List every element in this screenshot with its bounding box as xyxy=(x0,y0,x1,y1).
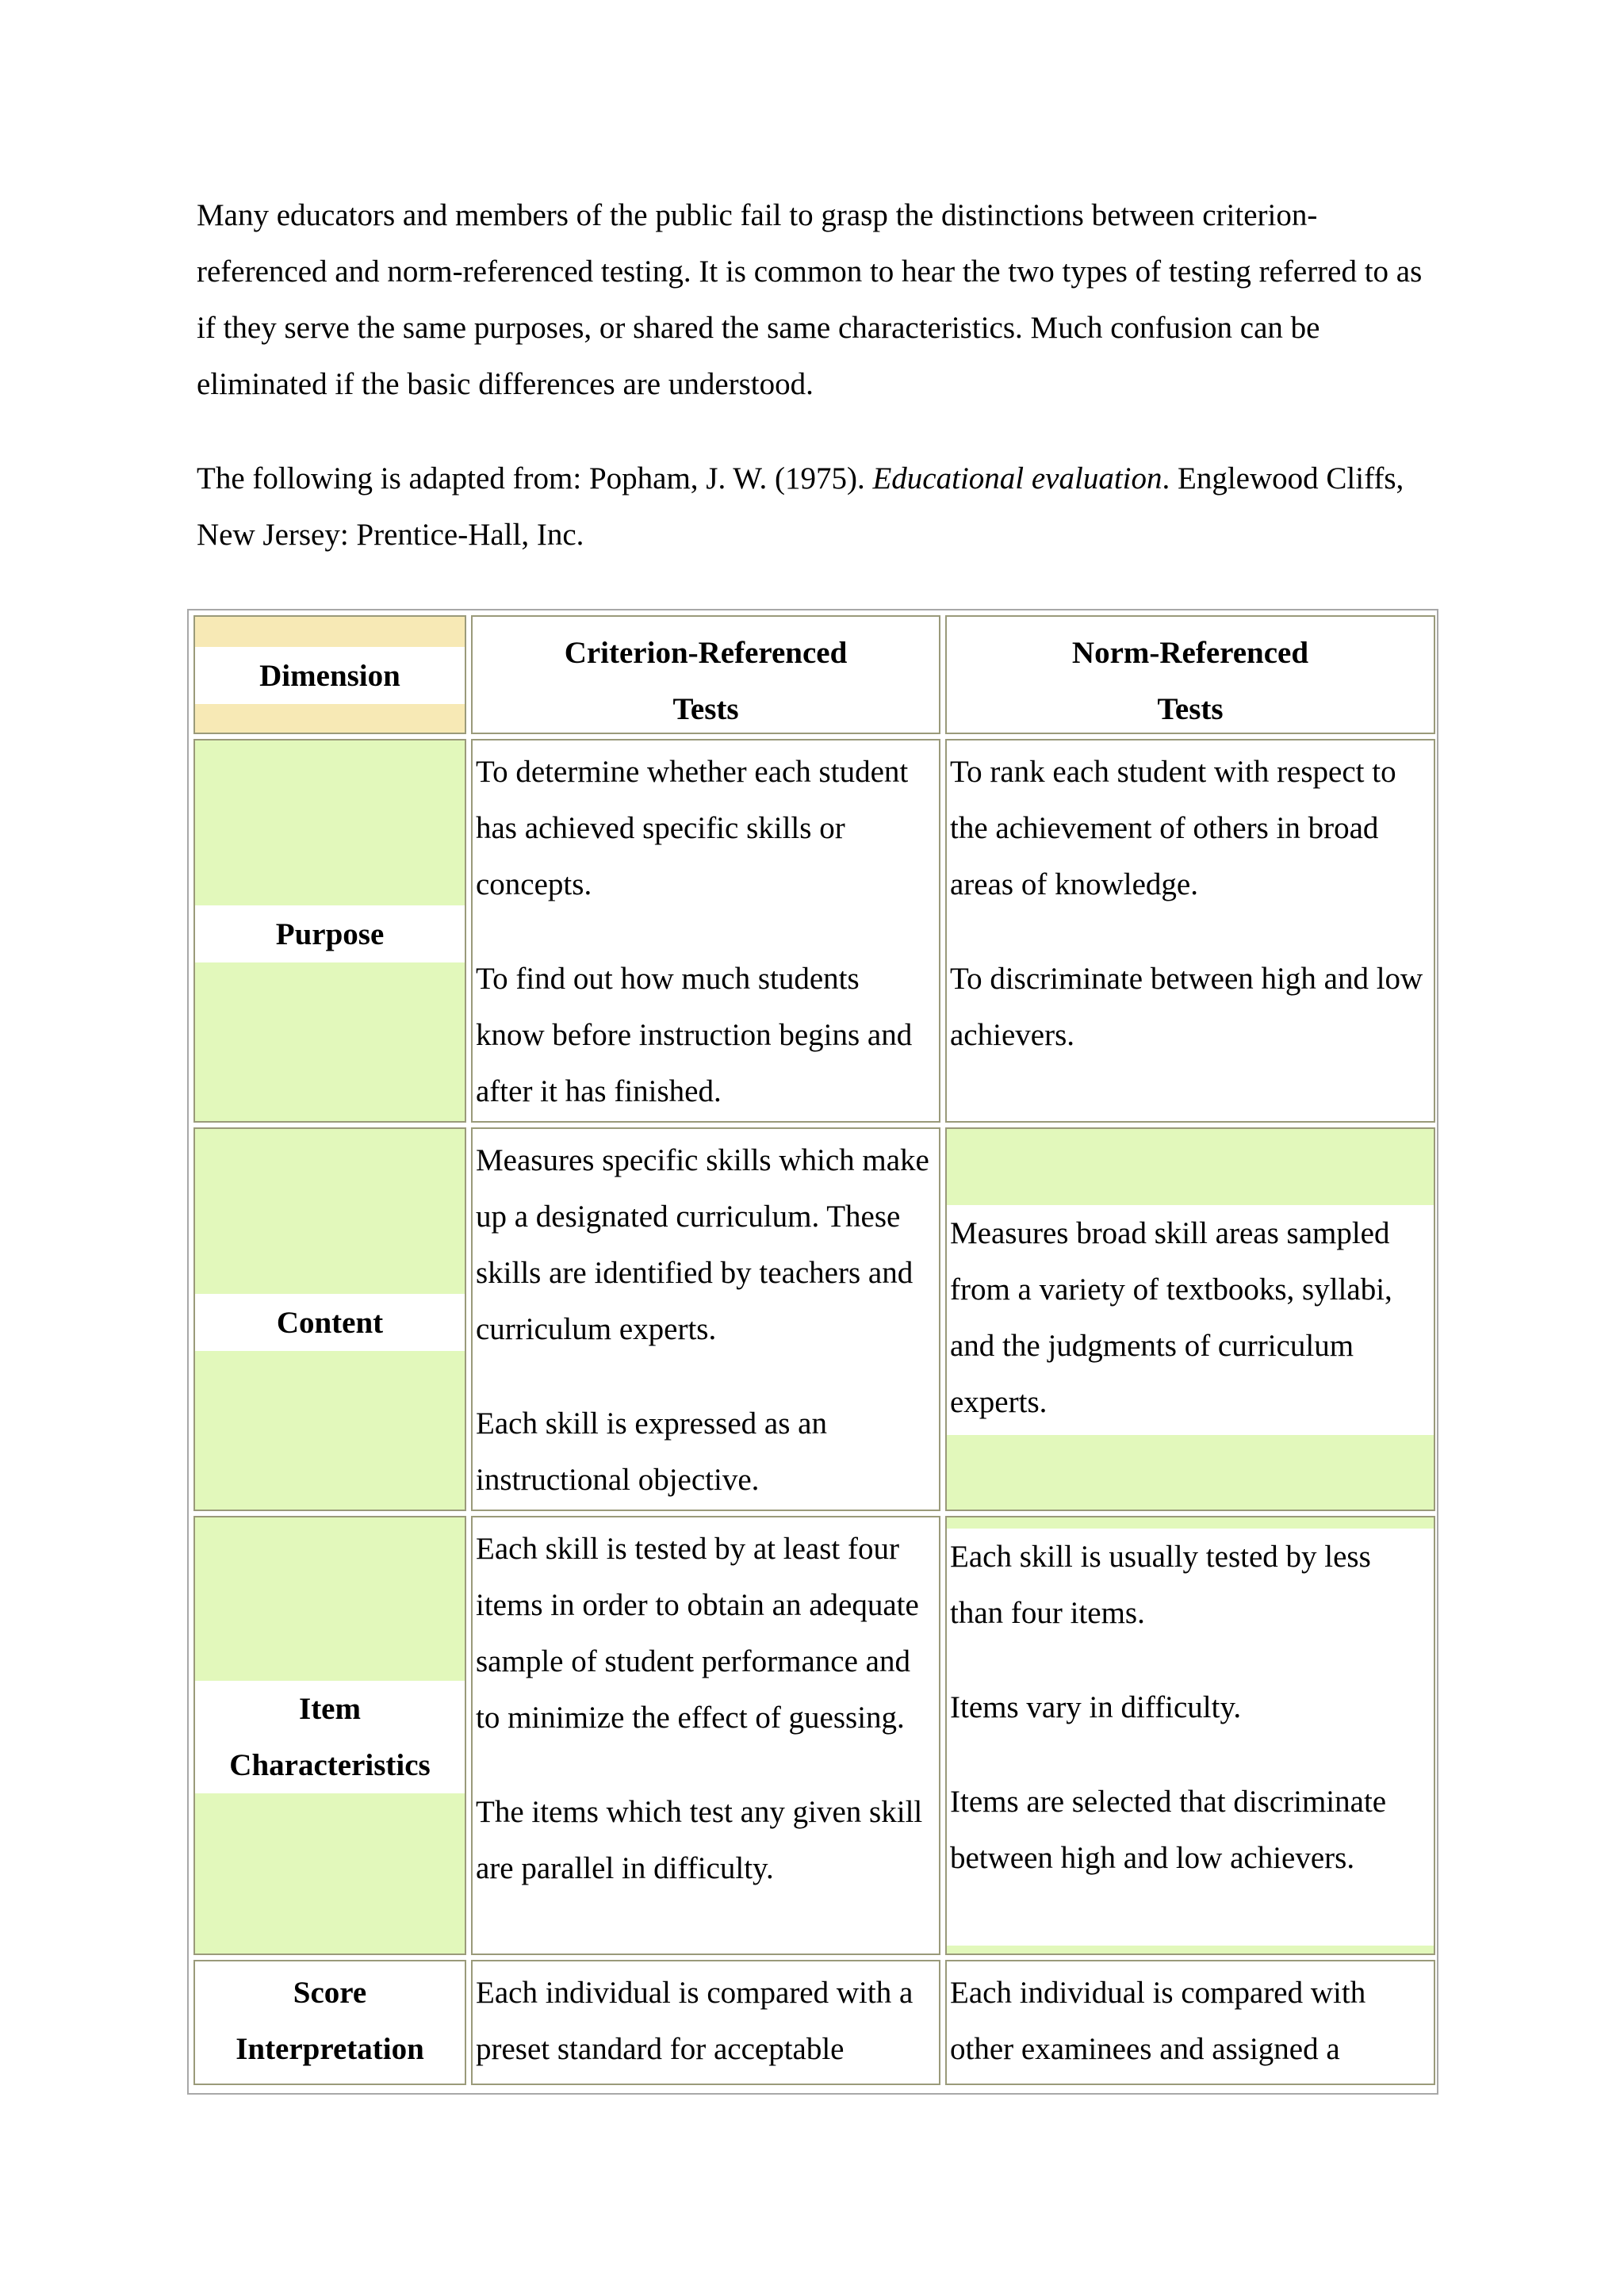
item-characteristics-label-line2: Characteristics xyxy=(229,1748,431,1782)
content-criterion-cell xyxy=(471,1127,940,1511)
content-norm-text-1: Measures broad skill areas sampled from a variety of textbooks, syllabi, and the judgments of curriculum experts. xyxy=(950,1216,1392,1419)
content-dimension-label: Content xyxy=(276,1305,384,1340)
item-characteristics-label-line1: Item xyxy=(299,1692,361,1726)
header-criterion-line2: Tests xyxy=(672,692,739,726)
item-characteristics-norm-text-2: Items vary in difficulty. xyxy=(950,1690,1242,1724)
header-criterion-line1: Criterion-Referenced xyxy=(564,636,848,670)
citation-suffix: . Englewood Cliffs, New Jersey: Prentice-Hall, Inc. xyxy=(197,461,1404,552)
header-norm-line1: Norm-Referenced xyxy=(1071,636,1309,670)
item-characteristics-norm-text-3: Items are selected that discriminate between high and low achievers. xyxy=(950,1785,1387,1875)
score-interpretation-norm-text: Each individual is compared with other examinees and assigned a xyxy=(950,1976,1366,2066)
purpose-norm-text-2: To discriminate between high and low achievers. xyxy=(950,962,1423,1052)
header-criterion-cell xyxy=(471,615,940,734)
purpose-criterion-text-1: To determine whether each student has achieved specific skills or concepts. xyxy=(476,755,909,901)
citation-paragraph xyxy=(197,450,1434,563)
content-norm-cell xyxy=(945,1127,1435,1511)
score-interpretation-label-line2: Interpretation xyxy=(236,2032,424,2066)
purpose-dimension-cell xyxy=(193,739,466,1123)
purpose-criterion-cell xyxy=(471,739,940,1123)
item-characteristics-criterion-cell xyxy=(471,1516,940,1955)
intro-paragraph: Many educators and members of the public fail to grasp the distinctions between criterion-referenced and norm-referenced testing. It is common to hear the two types of testing referred to as if they serve the same purposes, or shared the same characteristics. Much confusion can be eliminated if the basic differences are understood. xyxy=(197,198,1423,401)
purpose-norm-cell xyxy=(945,739,1435,1123)
item-characteristics-norm-cell xyxy=(945,1516,1435,1955)
score-interpretation-norm-cell xyxy=(945,1960,1435,2085)
purpose-dimension-label: Purpose xyxy=(275,916,385,951)
header-norm-cell xyxy=(945,615,1435,734)
purpose-norm-text-1: To rank each student with respect to the achievement of others in broad areas of knowledge. xyxy=(950,755,1396,901)
comparison-table xyxy=(187,609,1438,2095)
header-norm-line2: Tests xyxy=(1157,692,1224,726)
item-characteristics-dimension-cell xyxy=(193,1516,466,1955)
header-dimension-label: Dimension xyxy=(259,658,400,693)
header-dimension-cell xyxy=(193,615,466,734)
score-interpretation-criterion-cell xyxy=(471,1960,940,2085)
score-interpretation-criterion-text: Each individual is compared with a preset standard for acceptable xyxy=(476,1976,914,2066)
content-criterion-text-2: Each skill is expressed as an instructional objective. xyxy=(476,1406,827,1497)
citation-prefix: The following is adapted from: Popham, J. W. (1975). xyxy=(197,461,873,496)
item-characteristics-criterion-text-2: The items which test any given skill are parallel in difficulty. xyxy=(476,1795,923,1885)
content-dimension-cell xyxy=(193,1127,466,1511)
citation-title: Educational evaluation xyxy=(872,461,1162,496)
score-interpretation-dimension-cell xyxy=(193,1960,466,2085)
score-interpretation-label-line1: Score xyxy=(293,1976,367,2010)
content-criterion-text-1: Measures specific skills which make up a designated curriculum. These skills are identified by teachers and curriculum experts. xyxy=(476,1143,929,1346)
purpose-criterion-text-2: To find out how much students know before instruction begins and after it has finished. xyxy=(476,962,913,1108)
item-characteristics-norm-text-1: Each skill is usually tested by less than four items. xyxy=(950,1540,1371,1630)
item-characteristics-criterion-text-1: Each skill is tested by at least four items in order to obtain an adequate sample of student performance and to minimize the effect of guessing. xyxy=(476,1532,919,1735)
